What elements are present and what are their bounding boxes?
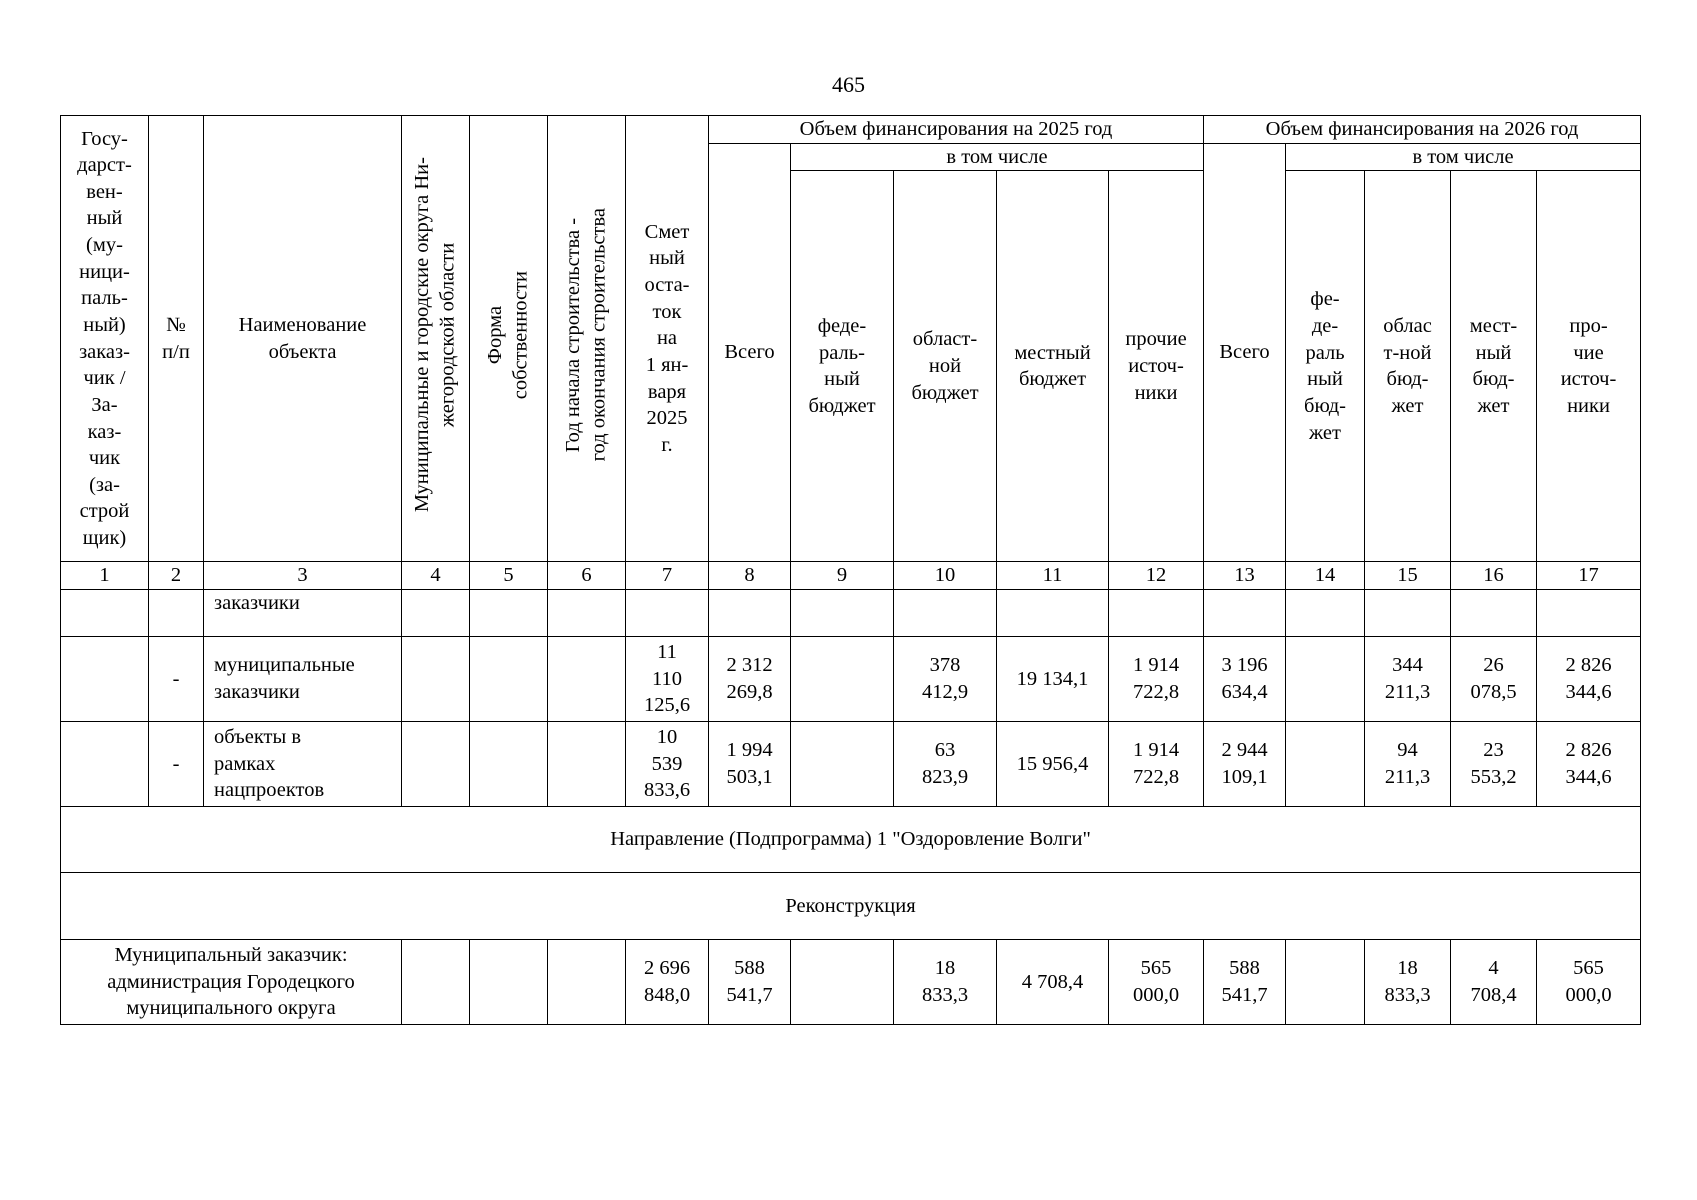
cell-value: 18 833,3	[1365, 939, 1451, 1024]
header-financing-2025: Объем финансирования на 2025 год	[709, 116, 1204, 144]
cell-value: 94 211,3	[1365, 721, 1451, 806]
cell-value: 2 826 344,6	[1537, 636, 1641, 721]
header-including-2026: в том числе	[1286, 143, 1641, 171]
row-name: муниципальные заказчики	[204, 636, 402, 721]
column-number: 12	[1109, 562, 1204, 590]
column-number: 17	[1537, 562, 1641, 590]
cell-value: 588 541,7	[709, 939, 791, 1024]
column-number: 13	[1204, 562, 1286, 590]
header-local-2026: мест- ный бюд- жет	[1451, 171, 1537, 562]
cell-value: 1 914 722,8	[1109, 721, 1204, 806]
header-number: № п/п	[149, 116, 204, 562]
header-other-2025: прочие источ- ники	[1109, 171, 1204, 562]
header-local-2025: местный бюджет	[997, 171, 1109, 562]
header-regional-2025: област- ной бюджет	[894, 171, 997, 562]
cell-value: 1 914 722,8	[1109, 636, 1204, 721]
column-number: 11	[997, 562, 1109, 590]
table-row	[61, 589, 1641, 636]
column-number: 5	[470, 562, 548, 590]
header-total-2026: Всего	[1204, 143, 1286, 562]
cell-value: 10 539 833,6	[626, 721, 709, 806]
header-row-1	[61, 116, 1641, 144]
header-federal-2026: фе- де- раль ный бюд- жет	[1286, 171, 1365, 562]
cell-value: 588 541,7	[1204, 939, 1286, 1024]
column-number: 16	[1451, 562, 1537, 590]
header-estimated-balance: Смет ный оста- ток на 1 ян- варя 2025 г.	[626, 116, 709, 562]
section-row	[61, 806, 1641, 872]
header-including-2025: в том числе	[791, 143, 1204, 171]
column-number: 7	[626, 562, 709, 590]
row-name: заказчики	[204, 589, 402, 636]
column-number: 4	[402, 562, 470, 590]
cell-value: 63 823,9	[894, 721, 997, 806]
page-number: 465	[832, 72, 865, 97]
table-row	[61, 636, 1641, 721]
column-number: 3	[204, 562, 402, 590]
column-number: 6	[548, 562, 626, 590]
reconstruction-title: Реконструкция	[61, 872, 1641, 939]
cell-value: 26 078,5	[1451, 636, 1537, 721]
column-number: 10	[894, 562, 997, 590]
cell-value: 1 994 503,1	[709, 721, 791, 806]
table-row	[61, 939, 1641, 1024]
column-number: 15	[1365, 562, 1451, 590]
cell-value: 18 833,3	[894, 939, 997, 1024]
header-construction-years: Год начала строительства - год окончания строительства	[548, 116, 626, 562]
cell-value: 2 312 269,8	[709, 636, 791, 721]
header-districts: Муниципальные и городские округа Ни- жегородской области	[402, 116, 470, 562]
cell-value: 565 000,0	[1109, 939, 1204, 1024]
table-row	[61, 721, 1641, 806]
header-federal-2025: феде- раль- ный бюджет	[791, 171, 894, 562]
row-name: объекты в рамках нацпроектов	[204, 721, 402, 806]
header-customer: Госу- дарст- вен- ный (му- ници- паль- ный) заказ- чик / За- каз- чик (за- строй щик)	[61, 116, 149, 562]
header-object-name: Наименование объекта	[204, 116, 402, 562]
financing-table	[60, 115, 1641, 1025]
column-number: 9	[791, 562, 894, 590]
cell-value: 2 944 109,1	[1204, 721, 1286, 806]
cell-value: 378 412,9	[894, 636, 997, 721]
header-financing-2026: Объем финансирования на 2026 год	[1204, 116, 1641, 144]
cell-value: 565 000,0	[1537, 939, 1641, 1024]
column-number: 1	[61, 562, 149, 590]
column-number-row	[61, 562, 1641, 590]
row-number: -	[149, 721, 204, 806]
cell-value: 2 696 848,0	[626, 939, 709, 1024]
customer-name: Муниципальный заказчик: администрация Городецкого муниципального округа	[61, 939, 402, 1024]
column-number: 8	[709, 562, 791, 590]
cell-value: 4 708,4	[997, 939, 1109, 1024]
cell-value: 4 708,4	[1451, 939, 1537, 1024]
cell-value: 344 211,3	[1365, 636, 1451, 721]
header-total-2025: Всего	[709, 143, 791, 562]
cell-value: 15 956,4	[997, 721, 1109, 806]
cell-value: 2 826 344,6	[1537, 721, 1641, 806]
header-other-2026: про- чие источ- ники	[1537, 171, 1641, 562]
row-number: -	[149, 636, 204, 721]
header-regional-2026: облас т-ной бюд- жет	[1365, 171, 1451, 562]
direction-title: Направление (Подпрограмма) 1 "Оздоровление Волги"	[61, 806, 1641, 872]
header-ownership: Форма собственности	[470, 116, 548, 562]
column-number: 14	[1286, 562, 1365, 590]
cell-value: 23 553,2	[1451, 721, 1537, 806]
section-row	[61, 872, 1641, 939]
cell-value: 3 196 634,4	[1204, 636, 1286, 721]
cell-value: 11 110 125,6	[626, 636, 709, 721]
column-number: 2	[149, 562, 204, 590]
cell-value: 19 134,1	[997, 636, 1109, 721]
